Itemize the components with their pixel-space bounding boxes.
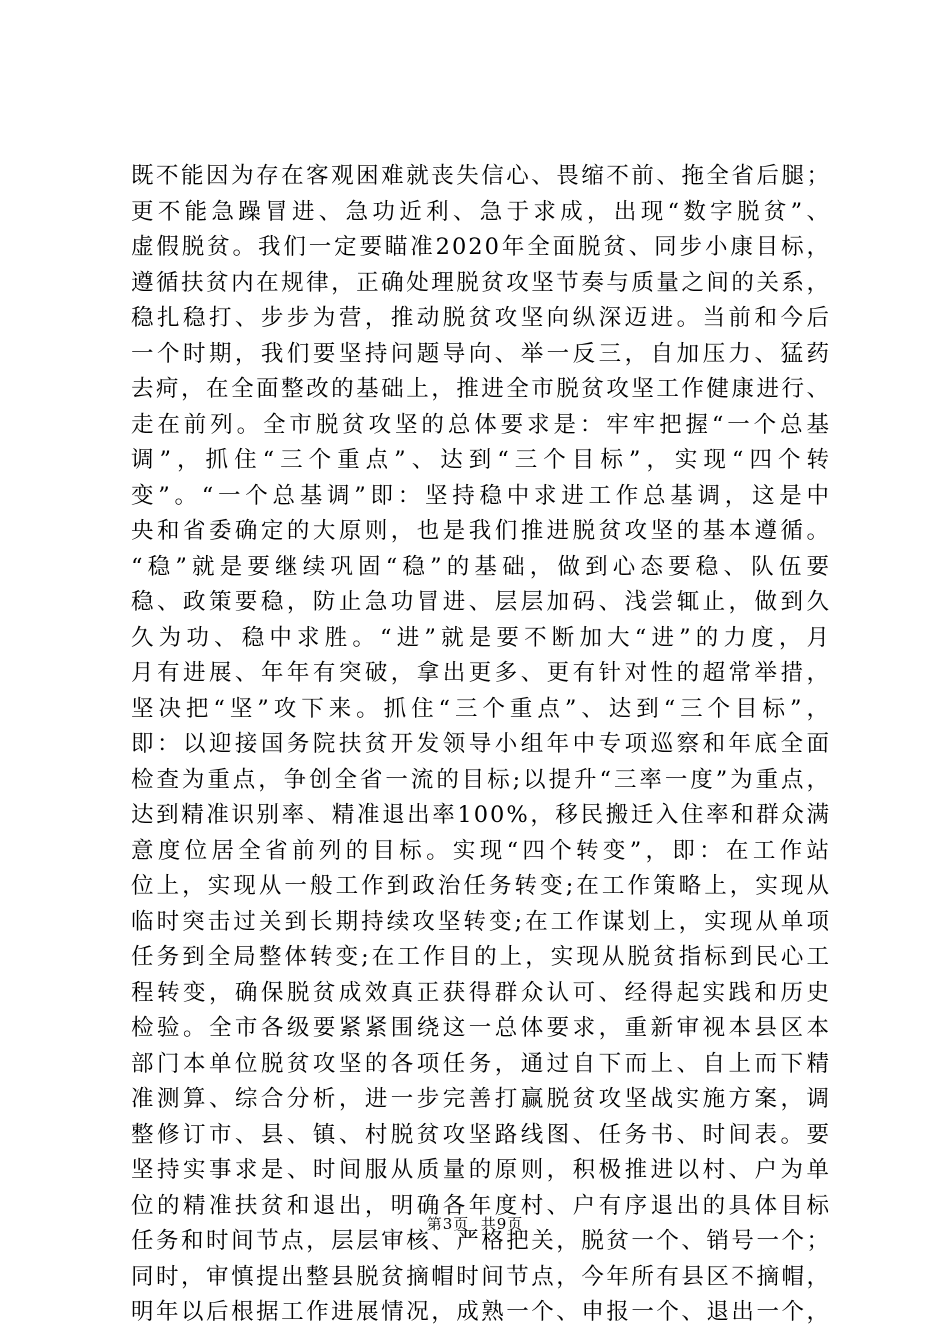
body-line: 央和省委确定的大原则，也是我们推进脱贫攻坚的基本遵循。 bbox=[131, 518, 831, 544]
body-line: 虚假脱贫。我们一定要瞄准2020年全面脱贫、同步小康目标， bbox=[131, 234, 831, 260]
body-line: 位的精准扶贫和退出，明确各年度村、户有序退出的具体目标 bbox=[131, 1192, 831, 1219]
body-line: 位上，实现从一般工作到政治任务转变;在工作策略上，实现从 bbox=[131, 873, 831, 899]
body-line: 任务到全局整体转变;在工作目的上，实现从脱贫指标到民心工 bbox=[131, 944, 831, 970]
body-line: 稳扎稳打、步步为营，推动脱贫攻坚向纵深迈进。当前和今后 bbox=[131, 305, 831, 331]
body-line: 坚持实事求是、时间服从质量的原则，积极推进以村、户为单 bbox=[131, 1157, 831, 1183]
body-line: 一个时期，我们要坚持问题导向、举一反三，自加压力、猛药 bbox=[131, 340, 831, 367]
body-line: 部门本单位脱贫攻坚的各项任务，通过自下而上、自上而下精 bbox=[131, 1050, 831, 1077]
body-line: 检查为重点，争创全省一流的目标;以提升“三率一度”为重点， bbox=[131, 766, 831, 793]
body-line: 调”，抓住“三个重点”、达到“三个目标”，实现“四个转 bbox=[131, 447, 831, 473]
body-line: 变”。“一个总基调”即：坚持稳中求进工作总基调，这是中 bbox=[131, 482, 831, 509]
body-line: 久为功、稳中求胜。“进”就是要不断加大“进”的力度，月 bbox=[131, 624, 831, 651]
body-line: 遵循扶贫内在规律，正确处理脱贫攻坚节奏与质量之间的关系， bbox=[131, 269, 831, 296]
body-line: 整修订市、县、镇、村脱贫攻坚路线图、任务书、时间表。要 bbox=[131, 1121, 831, 1148]
body-line: 准测算、综合分析，进一步完善打赢脱贫攻坚战实施方案，调 bbox=[131, 1086, 831, 1112]
body-line: 明年以后根据工作进展情况，成熟一个、申报一个、退出一个， bbox=[131, 1299, 831, 1325]
body-line: 月有进展、年年有突破，拿出更多、更有针对性的超常举措， bbox=[131, 660, 831, 686]
body-line: 程转变，确保脱贫成效真正获得群众认可、经得起实践和历史 bbox=[131, 979, 831, 1006]
document-body bbox=[131, 159, 831, 1331]
body-line: 走在前列。全市脱贫攻坚的总体要求是：牢牢把握“一个总基 bbox=[131, 411, 831, 438]
body-line: 任务和时间节点，层层审核、严格把关，脱贫一个、销号一个； bbox=[131, 1228, 831, 1254]
body-line: 即：以迎接国务院扶贫开发领导小组年中专项巡察和年底全面 bbox=[131, 731, 831, 757]
body-line: 去疴，在全面整改的基础上，推进全市脱贫攻坚工作健康进行、 bbox=[131, 376, 831, 402]
body-line: “稳”就是要继续巩固“稳”的基础，做到心态要稳、队伍要 bbox=[131, 553, 831, 580]
body-line: 检验。全市各级要紧紧围绕这一总体要求，重新审视本县区本 bbox=[131, 1015, 831, 1041]
body-line: 坚决把“坚”攻下来。抓住“三个重点”、达到“三个目标”， bbox=[131, 695, 831, 722]
page-number-footer: 第3页 共9页 bbox=[426, 1215, 524, 1233]
body-line: 稳、政策要稳，防止急功冒进、层层加码、浅尝辄止，做到久 bbox=[131, 589, 831, 615]
body-line: 既不能因为存在客观困难就丧失信心、畏缩不前、拖全省后腿； bbox=[131, 163, 831, 189]
body-line: 同时，审慎提出整县脱贫摘帽时间节点，今年所有县区不摘帽， bbox=[131, 1263, 831, 1290]
body-line: 意度位居全省前列的目标。实现“四个转变”，即：在工作站 bbox=[131, 837, 831, 864]
body-line: 达到精准识别率、精准退出率100%，移民搬迁入住率和群众满 bbox=[131, 802, 831, 828]
body-line: 更不能急躁冒进、急功近利、急于求成，出现“数字脱贫”、 bbox=[131, 198, 831, 225]
body-line: 临时突击过关到长期持续攻坚转变;在工作谋划上，实现从单项 bbox=[131, 908, 831, 935]
